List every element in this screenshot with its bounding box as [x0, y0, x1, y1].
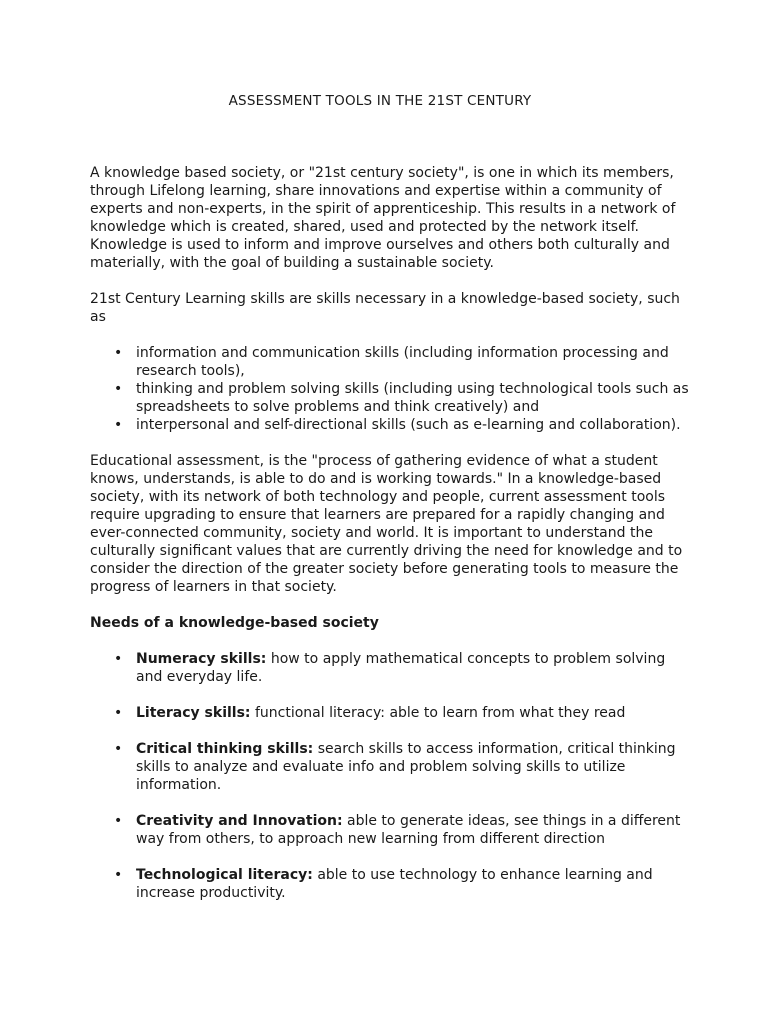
skills-intro-paragraph: 21st Century Learning skills are skills necessary in a knowledge-based society, such as — [90, 291, 680, 325]
list-item — [90, 380, 690, 416]
need-description: search skills to access information, critical thinking skills to analyze and evaluate info and problem solving skills to utilize information. — [136, 741, 676, 793]
need-term: Literacy skills: — [136, 705, 251, 721]
document-title: ASSESSMENT TOOLS IN THE 21ST CENTURY — [228, 93, 532, 109]
bullet-icon: • — [114, 651, 123, 667]
list-item — [90, 416, 690, 434]
assessment-paragraph: Educational assessment, is the "process of gathering evidence of what a student knows, understands, is able to do and is working towards." In a knowledge-based society, with its network of both technology and people, current assessment tools require upgrading to ensure that learners are prepared for a rapidly changing and ever-connected community, society and world. It is important to understand the culturally significant values that are currently driving the need for knowledge and to consider the direction of the greater society before generating tools to measure the progress of learners in that society. — [90, 453, 683, 595]
need-description: functional literacy: able to learn from what they read — [254, 705, 626, 721]
list-item — [90, 344, 690, 380]
need-term: Numeracy skills: — [136, 651, 267, 667]
list-item-text: information and communication skills (including information processing and research tools), — [136, 345, 669, 379]
document-page — [90, 92, 690, 920]
need-description: able to generate ideas, see things in a different way from others, to approach new learning from different direction — [136, 813, 681, 847]
bullet-icon: • — [114, 345, 123, 361]
bullet-icon: • — [114, 705, 123, 721]
bullet-icon: • — [114, 867, 123, 883]
need-description: able to use technology to enhance learning and increase productivity. — [136, 867, 653, 901]
list-item-text: thinking and problem solving skills (including using technological tools such as spreadsheets to solve problems and think creatively) and — [136, 381, 689, 415]
list-item — [90, 812, 690, 848]
need-term: Technological literacy: — [136, 867, 313, 883]
list-item — [90, 866, 690, 902]
needs-heading: Needs of a knowledge-based society — [90, 615, 379, 631]
skills-list — [90, 344, 690, 434]
list-item-text: interpersonal and self-directional skills (such as e-learning and collaboration). — [136, 417, 681, 433]
list-item — [90, 650, 690, 686]
list-item — [90, 740, 690, 794]
bullet-icon: • — [114, 381, 123, 397]
need-term: Critical thinking skills: — [136, 741, 314, 757]
bullet-icon: • — [114, 813, 123, 829]
bullet-icon: • — [114, 741, 123, 757]
need-term: Creativity and Innovation: — [136, 813, 343, 829]
needs-list — [90, 650, 690, 902]
list-item — [90, 704, 690, 722]
intro-paragraph: A knowledge based society, or "21st century society", is one in which its members, through Lifelong learning, share innovations and expertise within a community of experts and non-experts, in the spirit of apprenticeship. This results in a network of knowledge which is created, shared, used and protected by the network itself. Knowledge is used to inform and improve ourselves and others both culturally and materially, with the goal of building a sustainable society. — [90, 165, 676, 271]
bullet-icon: • — [114, 417, 123, 433]
need-description: how to apply mathematical concepts to problem solving and everyday life. — [136, 651, 666, 685]
